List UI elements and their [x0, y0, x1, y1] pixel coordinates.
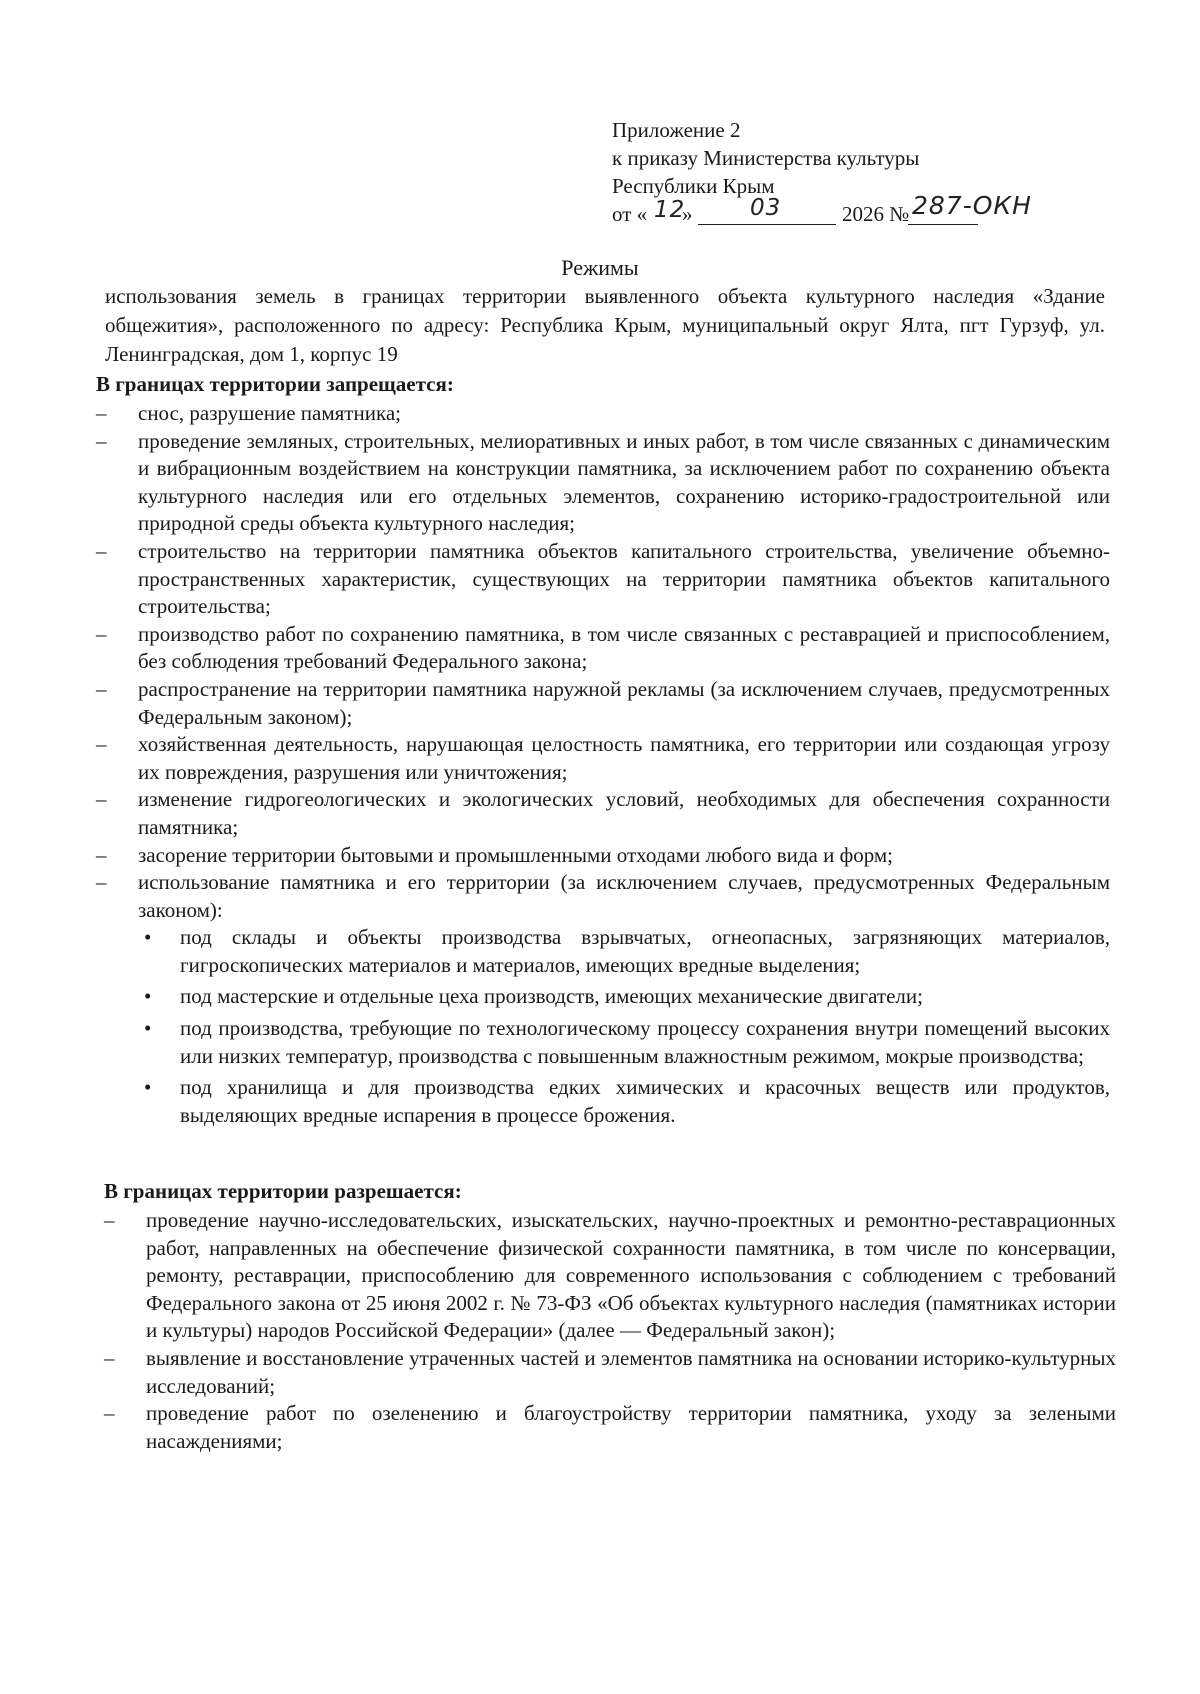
appendix-number: Приложение 2	[612, 118, 741, 142]
appendix-republic: Республики Крым	[612, 174, 775, 198]
list-item: – снос, разрушение памятника;	[96, 400, 1110, 428]
list-item: – проведение работ по озеленению и благоустройству территории памятника, уходу за зелеными насаждениями;	[104, 1401, 1116, 1453]
order-date-line	[612, 191, 1172, 230]
dash-marker: –	[96, 842, 107, 867]
appendix-header	[612, 116, 1172, 230]
document-subtitle: использования земель в границах территории выявленного объекта культурного наследия «Здание общежития», расположенного по адресу: Республика Крым, муниципальный округ Ялта, пгт Гурзуф, ул. Ленинградская, дом 1, корпус 19	[105, 284, 1105, 366]
list-item: – производство работ по сохранению памятника, в том числе связанных с реставрацией и приспособлением, без соблюдения требований Федерального закона;	[96, 621, 1110, 674]
dash-marker: –	[96, 428, 107, 453]
dash-marker: –	[96, 870, 107, 895]
prohibited-section	[96, 370, 1110, 1133]
order-year: 2026 №	[842, 202, 910, 226]
list-item: – распространение на территории памятника наружной рекламы (за исключением случаев, предусмотренных Федеральным законом);	[96, 676, 1110, 729]
dash-marker: –	[104, 1345, 115, 1370]
date-mid: »	[682, 202, 693, 226]
sub-list-item: • под производства, требующие по технологическому процессу сохранения внутри помещений высоких или низких температур, производства с повышенным влажностным режимом, мокрые производства;	[144, 1016, 1110, 1068]
dash-marker: –	[104, 1208, 115, 1232]
list-item: – проведение земляных, строительных, мелиоративных и иных работ, в том числе связанных с динамическим и вибрационным воздействием на конструкции памятника, за исключением работ по сохранению объекта культурного наследия или его отдельных элементов, сохранению историко-градостроительной или природной среды объекта культурного наследия;	[96, 428, 1110, 536]
list-item: – использование памятника и его территории (за исключением случаев, предусмотренных Федеральным законом): • под склады и объекты производства взрывчатых, огнеопасных, загрязняющих материалов, гигроскопических материалов и материалов, имеющих вредные выделения; • под мастерские и отдельные цеха производств, имеющих механические двигатели; • под производства, требующие по технологическому процессу сохранения внутри помещений высоких или низких температур, производства с повышенным влажностным режимом, мокрые производства; • под хранилища и для производства едких химических и красочных веществ или продуктов, выделяющих вредные испарения в процессе брожения.	[96, 869, 1110, 1129]
number-underline	[908, 224, 978, 225]
bullet-marker: •	[144, 1016, 152, 1041]
list-item: – выявление и восстановление утраченных частей и элементов памятника на основании историко-культурных исследований;	[104, 1345, 1116, 1398]
order-number: 287-ОКН	[912, 191, 1032, 220]
list-item: – засорение территории бытовыми и промышленными отходами любого вида и форм;	[96, 842, 1110, 870]
bullet-marker: •	[144, 984, 152, 1009]
dash-marker: –	[96, 621, 107, 646]
permitted-list	[104, 1207, 1116, 1455]
dash-marker: –	[96, 732, 107, 757]
bullet-marker: •	[144, 1075, 152, 1100]
dash-marker: –	[96, 538, 107, 563]
dash-marker: –	[96, 787, 107, 812]
dash-marker: –	[96, 401, 107, 425]
dash-marker: –	[104, 1401, 115, 1426]
permitted-section	[104, 1177, 1116, 1455]
sub-list-item: • под хранилища и для производства едких химических и красочных веществ или продуктов, выделяющих вредные испарения в процессе брожения.	[144, 1075, 1110, 1127]
dash-marker: –	[96, 676, 107, 701]
document-title: Режимы	[561, 255, 639, 280]
list-item: – изменение гидрогеологических и экологических условий, необходимых для обеспечения сохранности памятника;	[96, 787, 1110, 839]
prohibited-heading: В границах территории запрещается:	[96, 372, 454, 396]
date-prefix: от «	[612, 202, 648, 226]
appendix-order-reference: к приказу Министерства культуры	[612, 146, 920, 170]
bullet-marker: •	[144, 925, 152, 950]
prohibited-list	[96, 400, 1110, 1129]
month-underline	[698, 224, 836, 225]
order-day: 12	[654, 197, 686, 223]
sub-list-item: • под мастерские и отдельные цеха производств, имеющих механические двигатели;	[138, 983, 1110, 1011]
order-month: 03	[750, 195, 782, 221]
sub-list-item: • под склады и объекты производства взрывчатых, огнеопасных, загрязняющих материалов, гигроскопических материалов и материалов, имеющих вредные выделения;	[144, 925, 1110, 977]
prohibited-use-sublist	[138, 924, 1110, 1129]
list-item: – проведение научно-исследовательских, изыскательских, научно-проектных и ремонтно-реставрационных работ, направленных на обеспечение физической сохранности памятника, в том числе по консервации, ремонту, реставрации, приспособлению для современного использования с соблюдением с требований Федерального закона от 25 июня 2002 г. № 73-ФЗ «Об объектах культурного наследия (памятниках истории и культуры) народов Российской Федерации» (далее — Федеральный закон);	[104, 1208, 1116, 1343]
list-item: – строительство на территории памятника объектов капитального строительства, увеличение объемно-пространственных характеристик, существующих на территории памятника объектов капитального строительства;	[96, 538, 1110, 619]
list-item: – хозяйственная деятельность, нарушающая целостность памятника, его территории или создающая угрозу их повреждения, разрушения или уничтожения;	[96, 732, 1110, 784]
permitted-heading: В границах территории разрешается:	[104, 1179, 462, 1203]
